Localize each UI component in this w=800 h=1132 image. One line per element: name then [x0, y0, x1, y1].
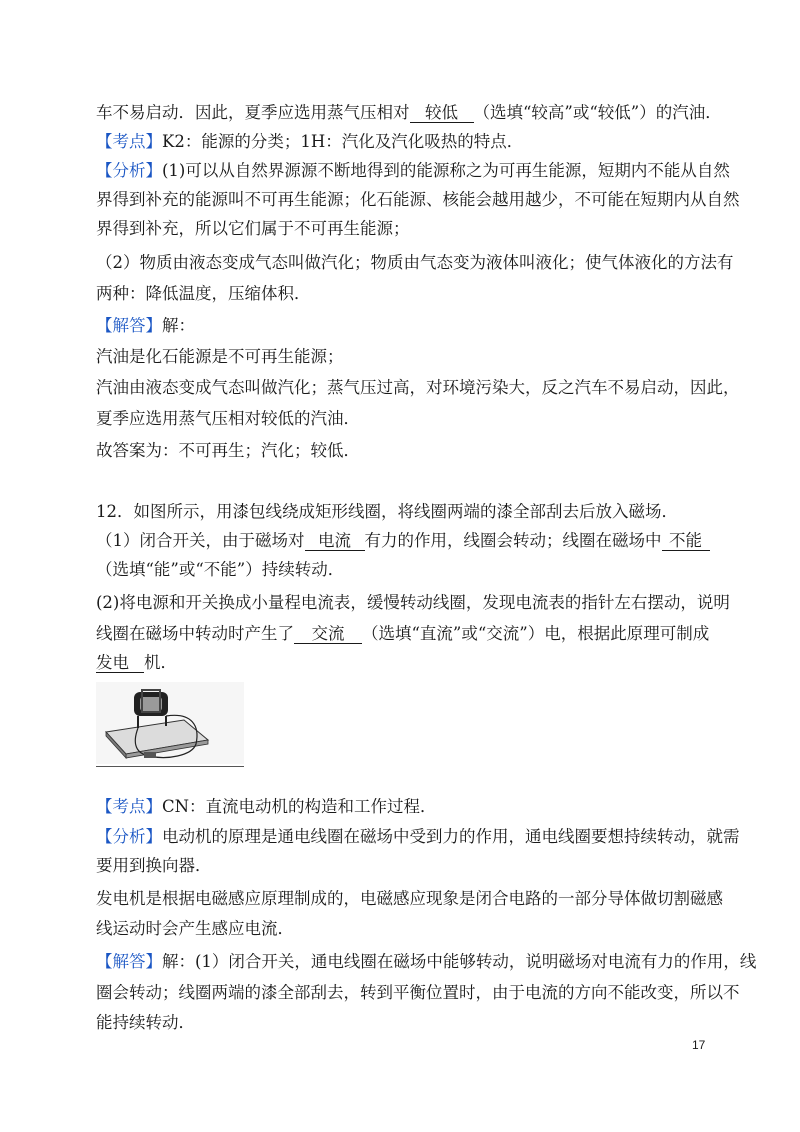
- q12-jieda: [96, 951, 756, 973]
- q11-fenxi-line: 界得到补充，所以它们属于不可再生能源；: [96, 219, 410, 238]
- text: （选填“较高”或“较低”）的汽油．: [473, 103, 722, 122]
- kaodian-text: CN：直流电动机的构造和工作过程．: [162, 797, 437, 816]
- q12-fenxi-line: 要用到换向器．: [96, 856, 212, 875]
- figure-underline: [96, 766, 244, 767]
- q12-stem: 12．如图所示，用漆包线绕成矩形线圈，将线圈两端的漆全部刮去后放入磁场．: [96, 502, 678, 521]
- motor-coil-figure: [96, 682, 244, 764]
- blank-answer: 交流: [294, 625, 362, 644]
- q12-fenxi-line: 发电机是根据电磁感应原理制成的，电磁感应现象是闭合电路的一部分导体做切割磁感: [96, 889, 723, 908]
- q11-jieda: [96, 315, 195, 337]
- text: （1）闭合开关，由于磁场对: [96, 531, 305, 550]
- page-number: 17: [692, 1038, 706, 1052]
- jieda-tag: 【解答】: [96, 316, 162, 335]
- q11-jieda-line: 夏季应选用蒸气压相对较低的汽油．: [96, 409, 360, 428]
- text: 机．: [144, 653, 177, 672]
- q11-jieda-line: 汽油是化石能源是不可再生能源；: [96, 347, 344, 366]
- fenxi-text: 电动机的原理是通电线圈在磁场中受到力的作用，通电线圈要想持续转动，就需: [162, 827, 740, 846]
- q12-fenxi-line: 线运动时会产生感应电流．: [96, 919, 294, 938]
- fenxi-text: (1)可以从自然界源源不断地得到的能源称之为可再生能源，短期内不能从自然: [162, 161, 730, 180]
- jieda-text: 解：: [162, 316, 195, 335]
- fenxi-tag: 【分析】: [96, 827, 162, 846]
- blank-answer: 不能: [662, 532, 710, 551]
- q12-part2: (2)将电源和开关换成小量程电流表，缓慢转动线圈，发现电流表的指针左右摆动，说明: [96, 593, 730, 612]
- fenxi-tag: 【分析】: [96, 161, 162, 180]
- q11-jieda-line: 汽油由液态变成气态叫做汽化；蒸气压过高，对环境污染大，反之汽车不易启动，因此，: [96, 378, 740, 397]
- q11-fenxi-line: 界得到补充的能源叫不可再生能源；化石能源、核能会越用越少，不可能在短期内从自然: [96, 190, 740, 209]
- q12-part2-cont: [96, 623, 709, 645]
- blank-answer: 电流: [305, 532, 365, 551]
- jieda-text: 解：(1）闭合开关，通电线圈在磁场中能够转动，说明磁场对电流有力的作用，线: [162, 952, 757, 971]
- q12-jieda-line: 能持续转动．: [96, 1013, 195, 1032]
- q11-fenxi-line: （2）物质由液态变成气态叫做汽化；物质由气态变为液体叫液化；使气体液化的方法有: [96, 253, 734, 272]
- blank-answer: 发电: [96, 654, 144, 673]
- kaodian-tag: 【考点】: [96, 132, 162, 151]
- q12-part1: [96, 530, 710, 552]
- q12-jieda-line: 圈会转动；线圈两端的漆全部刮去，转到平衡位置时，由于电流的方向不能改变，所以不: [96, 983, 740, 1002]
- kaodian-tag: 【考点】: [96, 797, 162, 816]
- q11-fenxi-line: [96, 160, 730, 182]
- text: 线圈在磁场中转动时产生了: [96, 624, 294, 643]
- q12-fenxi: [96, 826, 740, 848]
- q12-part2-cont: [96, 652, 177, 674]
- jieda-tag: 【解答】: [96, 952, 162, 971]
- q12-part1-cont: （选填“能”或“不能”）持续转动．: [96, 560, 345, 579]
- text: 车不易启动．因此，夏季应选用蒸气压相对: [96, 103, 410, 122]
- q12-kaodian: [96, 796, 437, 818]
- text: 有力的作用，线圈会转动；线圈在磁场中: [364, 531, 662, 550]
- q11-answer-line: [96, 102, 722, 124]
- kaodian-text: K2：能源的分类；1H：汽化及汽化吸热的特点．: [162, 132, 524, 151]
- q11-kaodian: [96, 131, 523, 153]
- q11-final-answer: 故答案为：不可再生；汽化；较低．: [96, 441, 360, 460]
- text: （选填“直流”或“交流”）电，根据此原理可制成: [362, 624, 710, 643]
- blank-answer: 较低: [410, 104, 474, 123]
- q11-fenxi-line: 两种：降低温度，压缩体积．: [96, 284, 311, 303]
